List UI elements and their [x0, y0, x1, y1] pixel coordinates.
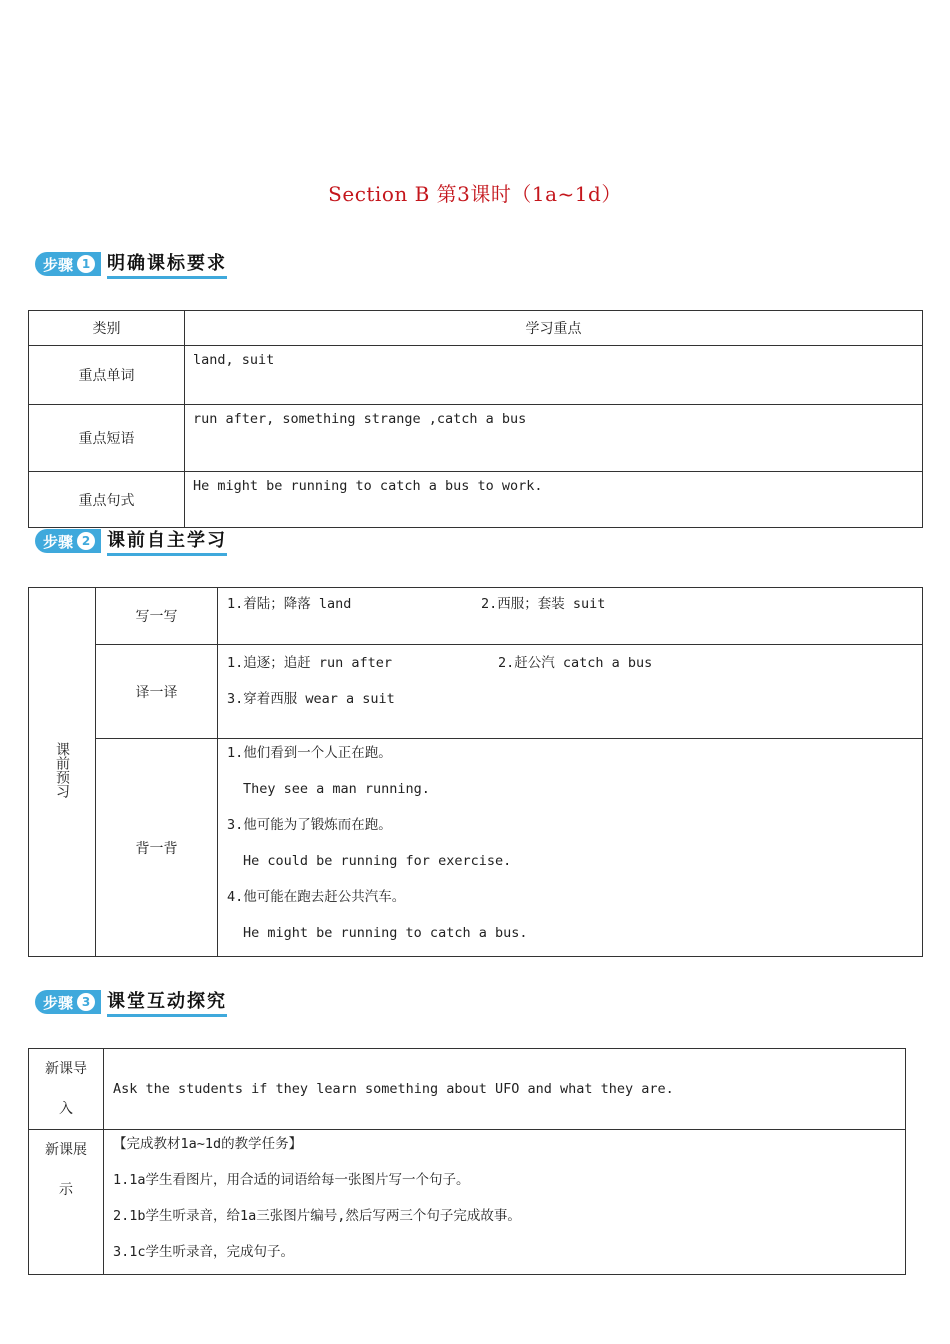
write-label: 写一写: [96, 588, 218, 645]
row-label: 重点单词: [29, 346, 185, 405]
step-badge: 步骤 2: [35, 529, 101, 553]
row-content: run after, something strange ,catch a bus: [185, 405, 923, 472]
display-label: 新课展 示: [29, 1130, 104, 1275]
step-1-banner: [35, 250, 227, 278]
recite-line: 1.他们看到一个人正在跑。: [227, 745, 392, 761]
recite-line: 4.他可能在跑去赶公共汽车。: [227, 889, 406, 905]
row-label: 重点句式: [29, 472, 185, 528]
recite-line: He might be running to catch a bus.: [243, 925, 528, 941]
step-number: 1: [77, 255, 95, 273]
row-label: 重点短语: [29, 405, 185, 472]
step-heading: 课前自主学习: [107, 526, 227, 556]
display-line: 【完成教材1a~1d的教学任务】: [113, 1136, 303, 1152]
recite-line: They see a man running.: [243, 781, 430, 797]
write-content: 1.着陆；降落 land 2.西服；套装 suit: [218, 588, 923, 645]
recite-line: 3.他可能为了锻炼而在跑。: [227, 817, 392, 833]
row-content: land, suit: [185, 346, 923, 405]
header-focus: 学习重点: [185, 311, 923, 346]
header-category: 类别: [29, 311, 185, 346]
step-number: 2: [77, 532, 95, 550]
step-heading: 明确课标要求: [107, 249, 227, 279]
recite-label: 背一背: [96, 739, 218, 957]
course-requirements-table: [28, 310, 923, 528]
display-line: 3.1c学生听录音，完成句子。: [113, 1244, 295, 1260]
intro-label: 新课导 入: [29, 1049, 104, 1130]
row-content: He might be running to catch a bus to work.: [185, 472, 923, 528]
step-3-banner: [35, 988, 227, 1016]
display-line: 1.1a学生看图片，用合适的词语给每一张图片写一个句子。: [113, 1172, 470, 1188]
step-2-banner: [35, 527, 227, 555]
intro-content: Ask the students if they learn something about UFO and what they are.: [104, 1049, 906, 1130]
translate-label: 译一译: [96, 645, 218, 739]
step-badge: 步骤 3: [35, 990, 101, 1014]
step-heading: 课堂互动探究: [107, 987, 227, 1017]
display-content: [104, 1130, 906, 1275]
preview-table: [28, 587, 923, 957]
display-line: 2.1b学生听录音，给1a三张图片编号,然后写两三个句子完成故事。: [113, 1208, 521, 1224]
page-title: Section B 第3课时（1a~1d）: [328, 182, 622, 206]
classroom-table: [28, 1048, 906, 1275]
step-number: 3: [77, 993, 95, 1011]
preview-side-label: 课前预习: [29, 588, 96, 957]
step-badge: 步骤 1: [35, 252, 101, 276]
translate-content: 1.追逐；追赶 run after 2.赶公汽 catch a bus 3.穿着西服 wear a suit: [218, 645, 923, 739]
recite-content: [218, 739, 923, 957]
recite-line: He could be running for exercise.: [243, 853, 512, 869]
